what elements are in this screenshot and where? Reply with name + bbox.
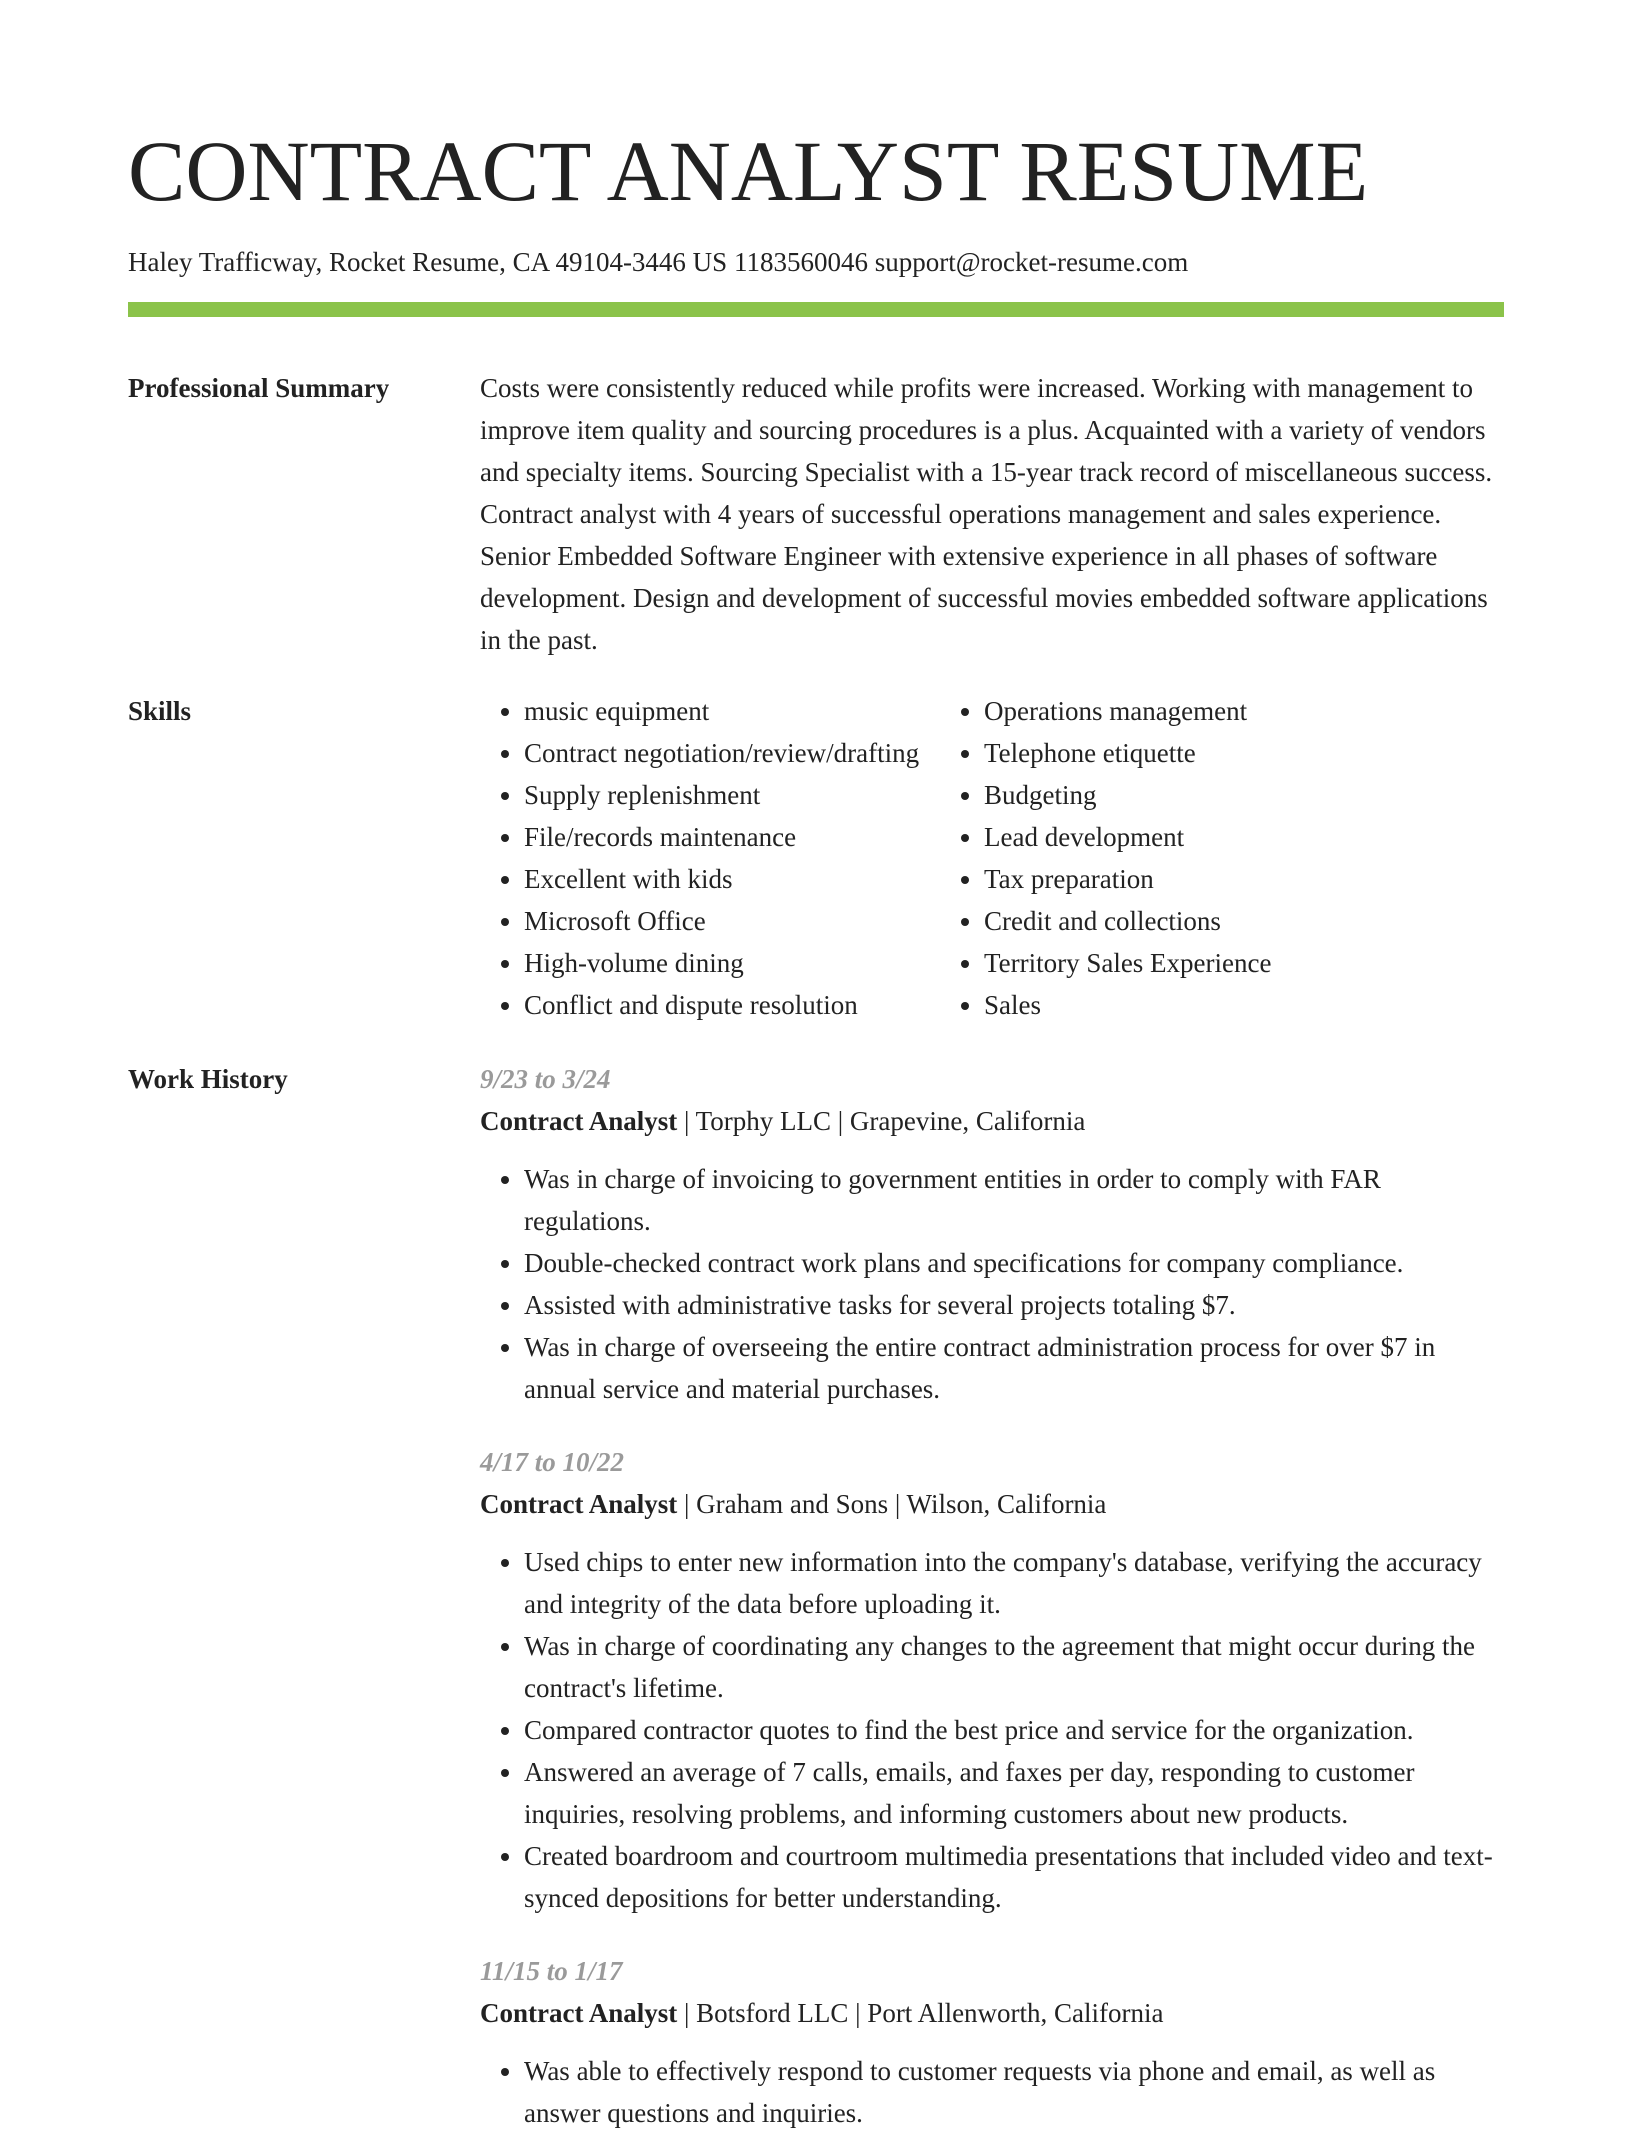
summary-text: Costs were consistently reduced while profits were increased. Working with management to improve item quality and sourcing procedures is a plus. Acquainted with a variety of vendors and specialty items. Sourcing Specialist with a 15-year track record of miscellaneous success. Contract analyst with 4 years of successful operations management and sales experience. Senior Embedded Software Engineer with extensive experience in all phases of software development. Design and development of successful movies embedded software applications in the past. xyxy=(480,373,1493,655)
job-bullet: • Created boardroom and courtroom multimedia presentations that included video and text-synced depositions for better understanding. xyxy=(524,1835,1504,1919)
work-history-label: Work History xyxy=(128,1064,288,1094)
job-bullet: • Compared contractor quotes to find the best price and service for the organization. xyxy=(524,1709,1504,1751)
job-entry xyxy=(480,1950,1504,2134)
job-entry xyxy=(480,1058,1504,1410)
skills-column-1 xyxy=(480,690,940,1026)
skill-item: • Lead development xyxy=(984,816,1271,858)
skill-item: • Contract negotiation/review/drafting xyxy=(524,732,940,774)
job-bullet: • Assisted with administrative tasks for several projects totaling $7. xyxy=(524,1284,1504,1326)
job-bullet: • Was able to effectively respond to customer requests via phone and email, as well as answer questions and inquiries. xyxy=(524,2050,1504,2134)
job-bullet: • Was in charge of coordinating any changes to the agreement that might occur during the contract's lifetime. xyxy=(524,1625,1504,1709)
job-title: Contract Analyst xyxy=(480,1489,678,1519)
skills-label: Skills xyxy=(128,696,192,726)
job-heading xyxy=(480,1483,1504,1525)
skill-item: • Conflict and dispute resolution xyxy=(524,984,940,1026)
job-bullet: • Double-checked contract work plans and specifications for company compliance. xyxy=(524,1242,1504,1284)
work-history-list xyxy=(480,1058,1504,2134)
summary-section xyxy=(128,367,1504,661)
skill-item: • Operations management xyxy=(984,690,1271,732)
job-bullet: • Answered an average of 7 calls, emails, and faxes per day, responding to customer inquiries, resolving problems, and informing customers about new products. xyxy=(524,1751,1504,1835)
job-bullets xyxy=(480,1541,1504,1919)
job-dates: 4/17 to 10/22 xyxy=(480,1447,625,1477)
header-divider xyxy=(128,302,1504,317)
summary-label: Professional Summary xyxy=(128,373,390,403)
job-bullet: • Used chips to enter new information into the company's database, verifying the accuracy and integrity of the data before uploading it. xyxy=(524,1541,1504,1625)
job-bullets xyxy=(480,1158,1504,1410)
job-title: Contract Analyst xyxy=(480,1998,678,2028)
work-history-section xyxy=(128,1058,1504,2134)
job-heading xyxy=(480,1992,1504,2034)
job-dates: 11/15 to 1/17 xyxy=(480,1956,623,1986)
skill-item: • Excellent with kids xyxy=(524,858,940,900)
skill-item: • Credit and collections xyxy=(984,900,1271,942)
job-entry xyxy=(480,1441,1504,1919)
job-bullet: • Was in charge of invoicing to government entities in order to comply with FAR regulations. xyxy=(524,1158,1504,1242)
skills-column-2 xyxy=(940,690,1271,1026)
job-dates: 9/23 to 3/24 xyxy=(480,1064,611,1094)
skill-item: • music equipment xyxy=(524,690,940,732)
resume-page xyxy=(128,0,1504,2134)
job-company-location: | Graham and Sons | Wilson, California xyxy=(677,1489,1107,1519)
job-heading xyxy=(480,1100,1504,1142)
skill-item: • Telephone etiquette xyxy=(984,732,1271,774)
skill-item: • Tax preparation xyxy=(984,858,1271,900)
skills-grid xyxy=(480,690,1504,1026)
contact-line: Haley Trafficway, Rocket Resume, CA 49104-3446 US 1183560046 support@rocket-resume.com xyxy=(128,247,1189,277)
job-title: Contract Analyst xyxy=(480,1106,678,1136)
skill-item: • Sales xyxy=(984,984,1271,1026)
skill-item: • High-volume dining xyxy=(524,942,940,984)
skills-section xyxy=(128,690,1504,1026)
skill-item: • File/records maintenance xyxy=(524,816,940,858)
skill-item: • Supply replenishment xyxy=(524,774,940,816)
job-bullets xyxy=(480,2050,1504,2134)
skill-item: • Budgeting xyxy=(984,774,1271,816)
resume-title: CONTRACT ANALYST RESUME xyxy=(128,123,1369,219)
job-bullet: • Was in charge of overseeing the entire contract administration process for over $7 in annual service and material purchases. xyxy=(524,1326,1504,1410)
job-company-location: | Botsford LLC | Port Allenworth, California xyxy=(677,1998,1164,2028)
skill-item: • Microsoft Office xyxy=(524,900,940,942)
skill-item: • Territory Sales Experience xyxy=(984,942,1271,984)
job-company-location: | Torphy LLC | Grapevine, California xyxy=(677,1106,1086,1136)
